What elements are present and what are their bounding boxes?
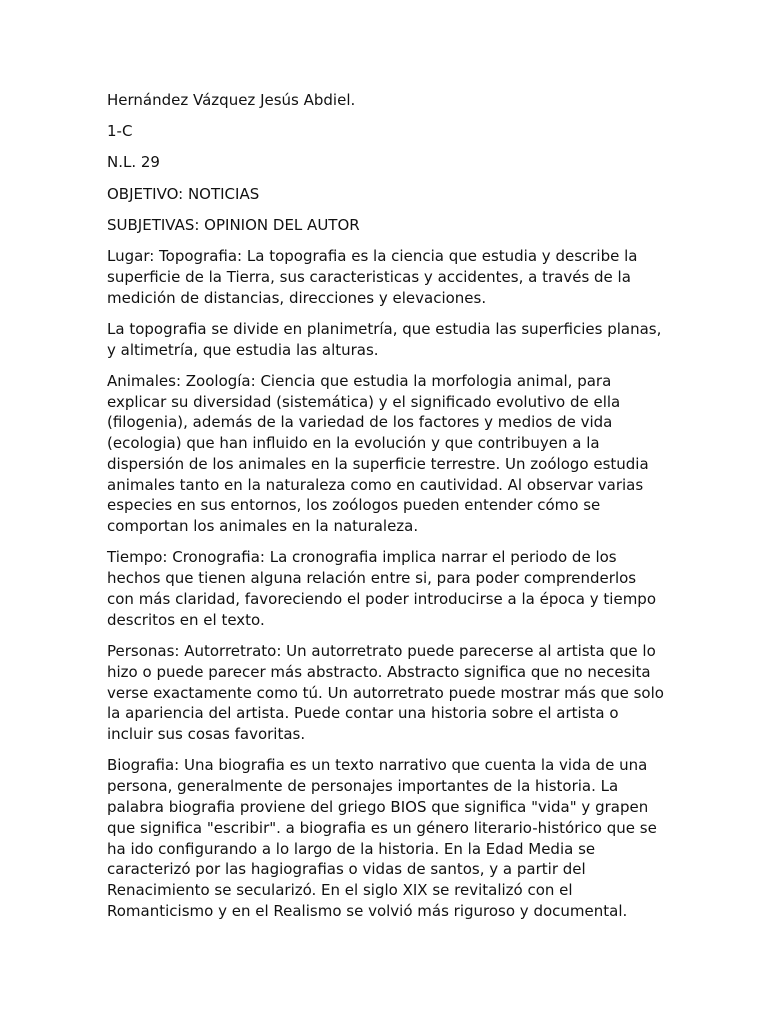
- group-label: 1-C: [107, 122, 133, 141]
- paragraph-cronografia: Tiempo: Cronografia: La cronografia implica narrar el periodo de los hechos que tienen alguna relación entre si, para poder comprenderlos con más claridad, favoreciendo el poder introducirse a la época y tiempo descritos en el texto.: [107, 548, 657, 629]
- paragraph-autorretrato: Personas: Autorretrato: Un autorretrato puede parecerse al artista que lo hizo o puede parecer más abstracto. Abstracto significa que no necesita verse exactamente como tú. Un autorretrato puede mostrar más que solo la apariencia del artista. Puede contar una historia sobre el artista o incluir sus cosas favoritas.: [107, 642, 664, 744]
- paragraph-biografia: Biografia: Una biografia es un texto narrativo que cuenta la vida de una persona, generalmente de personajes importantes de la historia. La palabra biografia proviene del griego BIOS que significa "vida" y grapen que significa "escribir". a biografia es un género literario-histórico que se ha ido configurando a lo largo de la historia. En la Edad Media se caracterizó por las hagiografias o vidas de santos, y a partir del Renacimiento se secularizó. En el siglo XIX se revitalizó con el Romanticismo y en el Realismo se volvió más riguroso y documental.: [107, 756, 657, 920]
- subjective-label: SUBJETIVAS: OPINION DEL AUTOR: [107, 215, 360, 234]
- author-name: Hernández Vázquez Jesús Abdiel.: [107, 91, 356, 109]
- list-number: N.L. 29: [107, 153, 160, 172]
- paragraph-zoologia: Animales: Zoología: Ciencia que estudia la morfologia animal, para explicar su diversidad (sistemática) y el significado evolutivo de ella (filogenia), además de la variedad de los factores y medios de vida (ecologia) que han influido en la evolución y que contribuyen a la dispersión de los animales en la superficie terrestre. Un zoólogo estudia animales tanto en la naturaleza como en cautividad. Al observar varias especies en sus entornos, los zoólogos pueden entender cómo se comportan los animales en la naturaleza.: [107, 371, 649, 536]
- objective-label: OBJETIVO: NOTICIAS: [107, 184, 260, 203]
- paragraph-planimetria: La topografia se divide en planimetría, que estudia las superficies planas, y altimetría, que estudia las alturas.: [107, 319, 662, 359]
- paragraph-topografia: Lugar: Topografia: La topografia es la ciencia que estudia y describe la superficie de la Tierra, sus caracteristicas y accidentes, a través de la medición de distancias, direcciones y elevaciones.: [107, 246, 638, 307]
